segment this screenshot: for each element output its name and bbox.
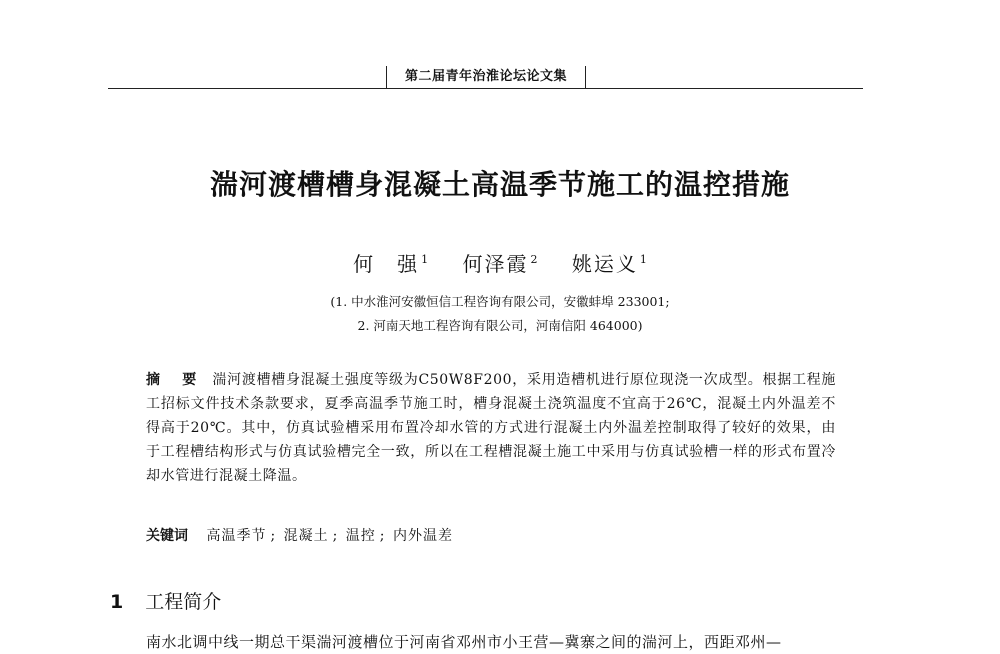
keyword-separator: ; (332, 528, 338, 544)
section-title: 工程简介 (145, 591, 222, 613)
abstract-text: 湍河渡槽槽身混凝土强度等级为C50W8F200，采用造槽机进行原位现浇一次成型。根据工程施工招标文件技术条款要求，夏季高温季节施工时，槽身混凝土浇筑温度不宜高于26℃，混凝土内外温差不得高于20℃。其中，仿真试验槽采用布置冷却水管的方式进行混凝土内外温差控制取得了较好的效果，由于工程槽结构形式与仿真试验槽完全一致，所以在工程槽混凝土施工中采用与仿真试验槽一样的形式布置冷却水管进行混凝土降温。 (146, 372, 837, 484)
affiliation: 2. 河南天地工程咨询有限公司，河南信阳 464000) (357, 318, 643, 333)
affiliation: (1. 中水淮河安徽恒信工程咨询有限公司，安徽蚌埠 233001; (330, 294, 670, 309)
keyword-separator: ; (270, 528, 276, 544)
body-text: 南水北调中线一期总干渠湍河渡槽位于河南省邓州市小王营—冀寨之间的湍河上，西距邓州— (146, 633, 782, 651)
header-rule (108, 88, 863, 89)
keyword: 内外温差 (392, 528, 453, 544)
keyword: 高温季节 (206, 528, 267, 544)
author-list (0, 246, 1000, 278)
section-heading (110, 588, 221, 616)
author: 何泽霞 $^2$ (462, 251, 538, 276)
keywords (146, 524, 836, 548)
keyword: 温控 (345, 528, 376, 544)
author: 何 强 $^1$ (353, 251, 429, 276)
paper-title: 湍河渡槽槽身混凝土高温季节施工的温控措施 (209, 168, 790, 201)
abstract-label: 摘 要 (146, 372, 201, 388)
section-number: 1 (110, 591, 124, 613)
keyword-separator: ; (379, 528, 385, 544)
author: 姚运义 $^1$ (571, 251, 647, 276)
proceedings-header: 第二届青年治淮论坛论文集 (386, 66, 586, 88)
abstract (146, 368, 836, 488)
keywords-label: 关键词 (146, 528, 188, 544)
keyword: 混凝土 (283, 528, 329, 544)
